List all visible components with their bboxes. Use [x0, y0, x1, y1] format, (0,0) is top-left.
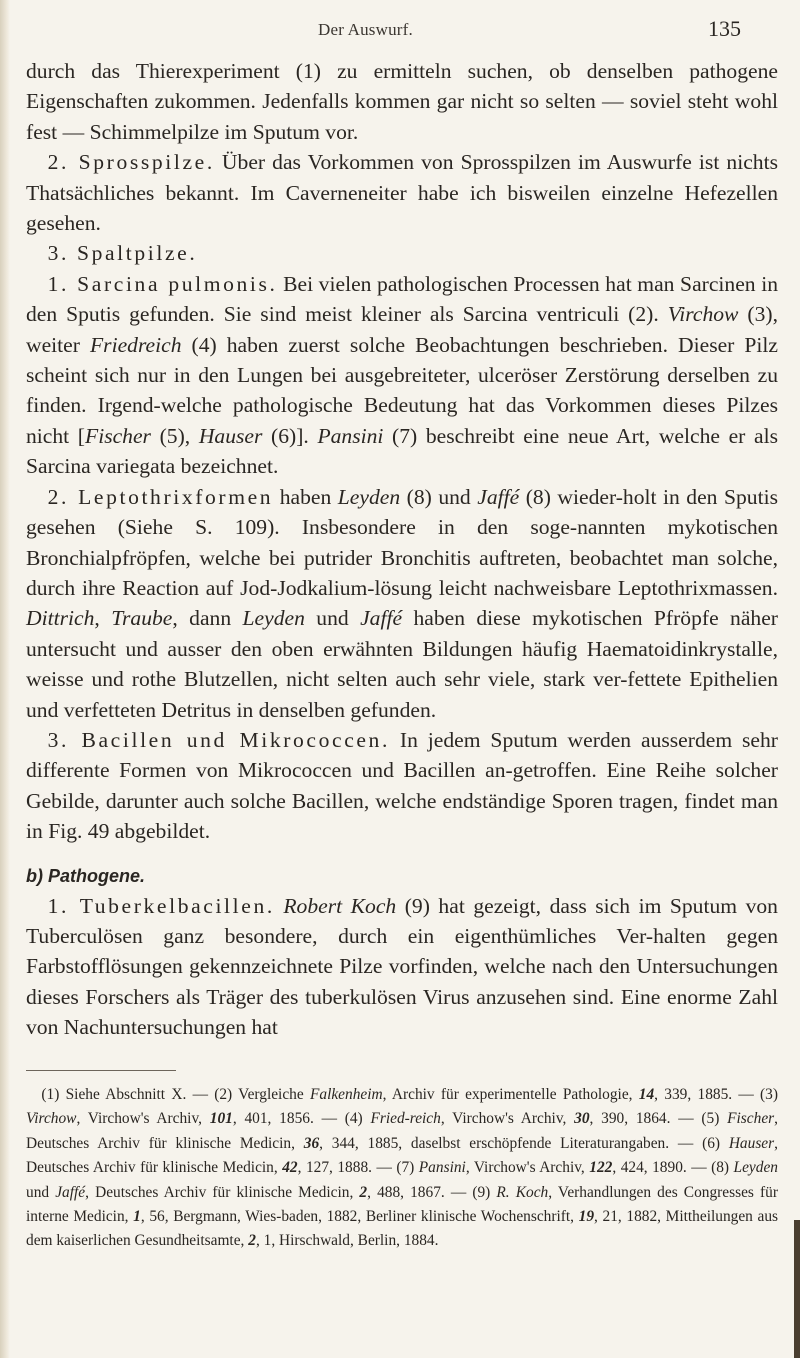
- author-name: Jaffé: [477, 484, 520, 509]
- author-name: Virchow: [667, 302, 739, 327]
- footnotes: [26, 1083, 778, 1254]
- running-head: Der Auswurf.: [318, 20, 413, 39]
- author-name: Pansini: [317, 423, 384, 448]
- paragraph-sprosspilze: 2. Sprosspilze. Über das Vorkommen von Sprosspilzen im Auswurfe ist nichts Thatsächliches bekannt. Im Caverneneiter habe ich bisweilen einzelne Hefezellen gesehen.: [26, 150, 778, 236]
- author-name: Robert Koch: [283, 893, 397, 918]
- page-header: [0, 12, 800, 42]
- footnote-block: (1) Siehe Abschnitt X. — (2) Vergleiche Falkenheim, Archiv für experimentelle Pathologie, 14, 339, 1885. — (3) Virchow, Virchow's Archiv, 101, 401, 1856. — (4) Fried-reich, Virchow's Archiv, 30, 390, 1864. — (5) Fischer, Deutsches Archiv für klinische Medicin, 36, 344, 1885, daselbst erschöpfende Literaturangaben. — (6) Hauser, Deutsches Archiv für klinische Medicin, 42, 127, 1888. — (7) Pansini, Virchow's Archiv, 122, 424, 1890. — (8) Leyden und Jaffé, Deutsches Archiv für klinische Medicin, 2, 488, 1867. — (9) R. Koch, Verhandlungen des Congresses für interne Medicin, 1, 56, Bergmann, Wies-baden, 1882, Berliner klinische Wochenschrift, 19, 21, 1882, Mittheilungen aus dem kaiserlichen Gesundheitsamte, 2, 1, Hirschwald, Berlin, 1884.: [26, 1086, 779, 1250]
- author-name: Friedreich: [89, 332, 182, 357]
- paragraph-tuberkelbacillen: 1. Tuberkelbacillen. Robert Koch (9) hat gezeigt, dass sich im Sputum von Tuberculösen ganz besondere, durch ein eigenthümliches Ver-halten gegen Farbstofflösungen gekennzeichnete Pilze vorfinden, welche nach den Untersuchungen dieses Forschers als Träger des tuberkulösen Virus anzusehen sind. Eine enorme Zahl von Nachuntersuchungen hat: [26, 893, 778, 1040]
- heading-sarcina: 1. Sarcina pulmonis.: [47, 271, 278, 296]
- heading-spaltpilze: 3. Spaltpilze.: [47, 241, 198, 266]
- page-number: 135: [708, 16, 741, 41]
- author-name: Dittrich: [26, 606, 95, 631]
- paragraph-leptothrix: 2. Leptothrixformen haben Leyden (8) und Jaffé (8) wieder-holt in den Sputis gesehen (Siehe S. 109). Insbesondere in den soge-nannten mykotischen Bronchialpfröpfen, welche bei putrider Bronchitis auftreten, beobachtet man solche, durch ihre Reaction auf Jod-Jodkalium-lösung leicht nachweisbare Leptothrixmassen. Dittrich, Traube, dann Leyden und Jaffé haben diese mykotischen Pfröpfe näher untersucht und ausser den oben erwähnten Bildungen häufig Haematoidinkrystalle, weisse und rothe Blutzellen, nicht selten auch sehr viele, stark ver-fettete Epithelien und verfetteten Detritus in denselben gefunden.: [26, 484, 778, 722]
- page-edge-mark: [794, 1220, 800, 1358]
- section-heading-pathogene: b) Pathogene.: [26, 865, 146, 886]
- author-name: Leyden: [242, 606, 305, 631]
- author-name: Leyden: [337, 484, 401, 509]
- author-name: Traube: [111, 606, 173, 631]
- paragraph-schimmelpilze: durch das Thierexperiment (1) zu ermitteln suchen, ob denselben pathogene Eigenschaften zukommen. Jedenfalls kommen gar nicht so selten — soviel steht wohl fest — Schimmelpilze im Sputum vor.: [26, 59, 778, 144]
- heading-leptothrix: 2. Leptothrixformen: [47, 484, 274, 509]
- main-text: [26, 56, 778, 1043]
- author-name: Jaffé: [360, 606, 403, 631]
- heading-tuberkelbacillen: 1. Tuberkelbacillen.: [47, 893, 275, 918]
- heading-sprosspilze: 2. Sprosspilze.: [47, 150, 215, 175]
- paragraph-bacillen: 3. Bacillen und Mikrococcen. In jedem Sputum werden ausserdem sehr differente Formen von Mikrococcen und Bacillen an-getroffen. Eine Reihe solcher Gebilde, darunter auch solche Bacillen, welche endständige Sporen tragen, findet man in Fig. 49 abgebildet.: [26, 727, 778, 844]
- footnote-rule: [26, 1070, 176, 1071]
- heading-bacillen: 3. Bacillen und Mikrococcen.: [47, 727, 390, 752]
- author-name: Hauser: [198, 423, 263, 448]
- paragraph-sarcina: 1. Sarcina pulmonis. Bei vielen pathologischen Processen hat man Sarcinen in den Sputis gefunden. Sie sind meist kleiner als Sarcina ventriculi (2). Virchow (3), weiter Friedreich (4) haben zuerst solche Beobachtungen beschrieben. Dieser Pilz scheint sich nur in den Lungen bei ausgebreiteter, ulceröser Zerstörung derselben zu finden. Irgend-welche pathologische Bedeutung hat das Vorkommen dieses Pilzes nicht [Fischer (5), Hauser (6)]. Pansini (7) beschreibt eine neue Art, welche er als Sarcina variegata bezeichnet.: [26, 271, 778, 479]
- author-name: Fischer: [85, 423, 151, 448]
- page-edge-shadow: [0, 0, 10, 1358]
